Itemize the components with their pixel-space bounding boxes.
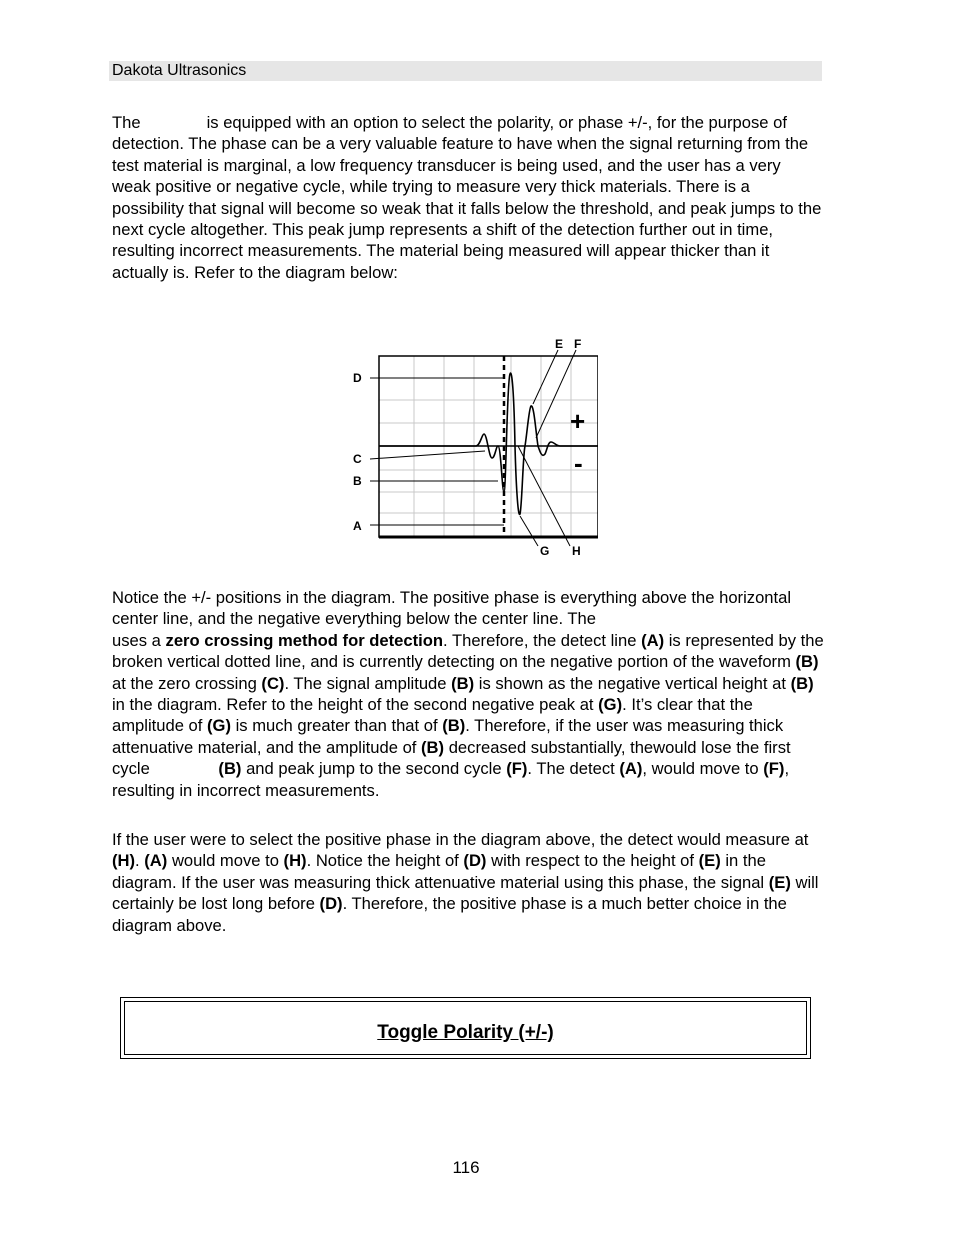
bold-run: (E) xyxy=(768,872,791,892)
label-e: E xyxy=(555,337,564,351)
bold-run: (D) xyxy=(463,851,487,871)
text-run: would lose the first cycle xyxy=(112,737,791,779)
text-run: in the diagram. Refer to the height of the second negative peak at xyxy=(112,695,599,715)
label-c: C xyxy=(353,452,362,466)
bold-run: (A) xyxy=(144,851,168,871)
bold-run: (F) xyxy=(506,759,528,779)
text-run: will certainly be lost long before xyxy=(112,872,819,914)
bold-run: (G) xyxy=(598,695,623,715)
text-run: . The signal amplitude xyxy=(284,673,452,693)
text-run: Notice the +/- positions in the diagram. The positive phase is everything above the horizontal center line, and the negative everything below the center line. The xyxy=(112,588,792,629)
explanation-paragraph xyxy=(112,587,824,801)
label-g: G xyxy=(540,544,550,558)
section-title: Toggle Polarity (+/-) xyxy=(377,1022,554,1043)
text-run: . Notice the height of xyxy=(306,851,464,871)
intro-rest: is equipped with an option to select the polarity, or phase +/-, for the purpose of detection. The phase can be a very valuable feature to have when the signal returning from the test material is marginal, a low frequency transducer is being used, and the user has a very weak positive or negative cycle, while trying to measure very thick materials. There is a possibility that signal will become so weak that it falls below the threshold, and peak jumps to the next cycle altogether. This peak jump represents a shift of the detection further out in time, resulting incorrect measurements. The material being measured will appear thicker than it actually is. Refer to the diagram below: xyxy=(112,113,822,282)
page-number: 116 xyxy=(452,1158,480,1177)
label-f: F xyxy=(574,337,582,351)
text-run: at the zero crossing xyxy=(112,673,262,693)
header-company: Dakota Ultrasonics xyxy=(112,62,247,79)
bold-run: (B) xyxy=(451,673,475,693)
text-run: . It’s clear that the amplitude of xyxy=(112,695,753,736)
text-run: is shown as the negative vertical height at xyxy=(474,673,791,693)
bold-run: (B) xyxy=(442,716,466,736)
bold-run: (G) xyxy=(207,716,231,736)
label-d: D xyxy=(353,371,362,385)
text-run: uses a xyxy=(112,630,166,650)
text-run: If the user were to select the positive phase in the diagram above, the detect would measure at xyxy=(112,830,809,849)
leader-lines xyxy=(370,350,576,546)
positive-phase-paragraph xyxy=(112,829,824,936)
bold-run: (C) xyxy=(261,673,285,693)
bold-run: (A) xyxy=(641,630,665,650)
running-header xyxy=(109,61,822,81)
text-run: , resulting in incorrect measurements. xyxy=(112,759,790,800)
bold-run: (B) xyxy=(790,673,814,693)
text-run: would move to xyxy=(167,851,284,871)
minus-sign: - xyxy=(574,448,583,478)
section-title-box xyxy=(120,997,811,1059)
intro-paragraph xyxy=(112,112,824,283)
bold-run: (B) xyxy=(218,759,242,779)
text-run: . Therefore, if the user was measuring thick attenuative material, and the amplitude of xyxy=(112,716,784,757)
bold-run: (B) xyxy=(421,737,445,757)
bold-run: (A) xyxy=(619,759,643,779)
bold-run: (F) xyxy=(763,759,785,779)
text-run: , would move to xyxy=(642,759,764,779)
plus-sign: + xyxy=(570,406,586,436)
text-run: in the diagram. If the user was measuring thick attenuative material using this phase, the signal xyxy=(112,851,769,892)
bold-run: zero crossing method for detection xyxy=(165,630,444,650)
bold-run: (H) xyxy=(112,851,136,871)
bold-run: (D) xyxy=(319,894,343,914)
text-run: . The detect xyxy=(527,759,620,779)
text-run: . Therefore, the positive phase is a much better choice in the diagram above. xyxy=(112,894,787,935)
label-b: B xyxy=(353,474,362,488)
text-run: is much greater than that of xyxy=(230,716,443,736)
text-run: and peak jump to the second cycle xyxy=(241,759,507,779)
label-h: H xyxy=(572,544,581,558)
text-run: is represented by the broken vertical dotted line, and is currently detecting on the negative portion of the waveform xyxy=(112,630,824,672)
label-a: A xyxy=(353,519,362,533)
bold-run: (B) xyxy=(795,652,819,672)
text-run: with respect to the height of xyxy=(486,851,699,871)
bold-run: (E) xyxy=(698,851,721,871)
intro-start: The xyxy=(112,113,141,132)
waveform xyxy=(379,373,598,514)
text-run: decreased substantially, the xyxy=(444,737,654,757)
bold-run: (H) xyxy=(283,851,307,871)
phase-diagram xyxy=(348,334,598,560)
text-run: . Therefore, the detect line xyxy=(443,630,642,650)
text-run: . xyxy=(135,851,145,871)
